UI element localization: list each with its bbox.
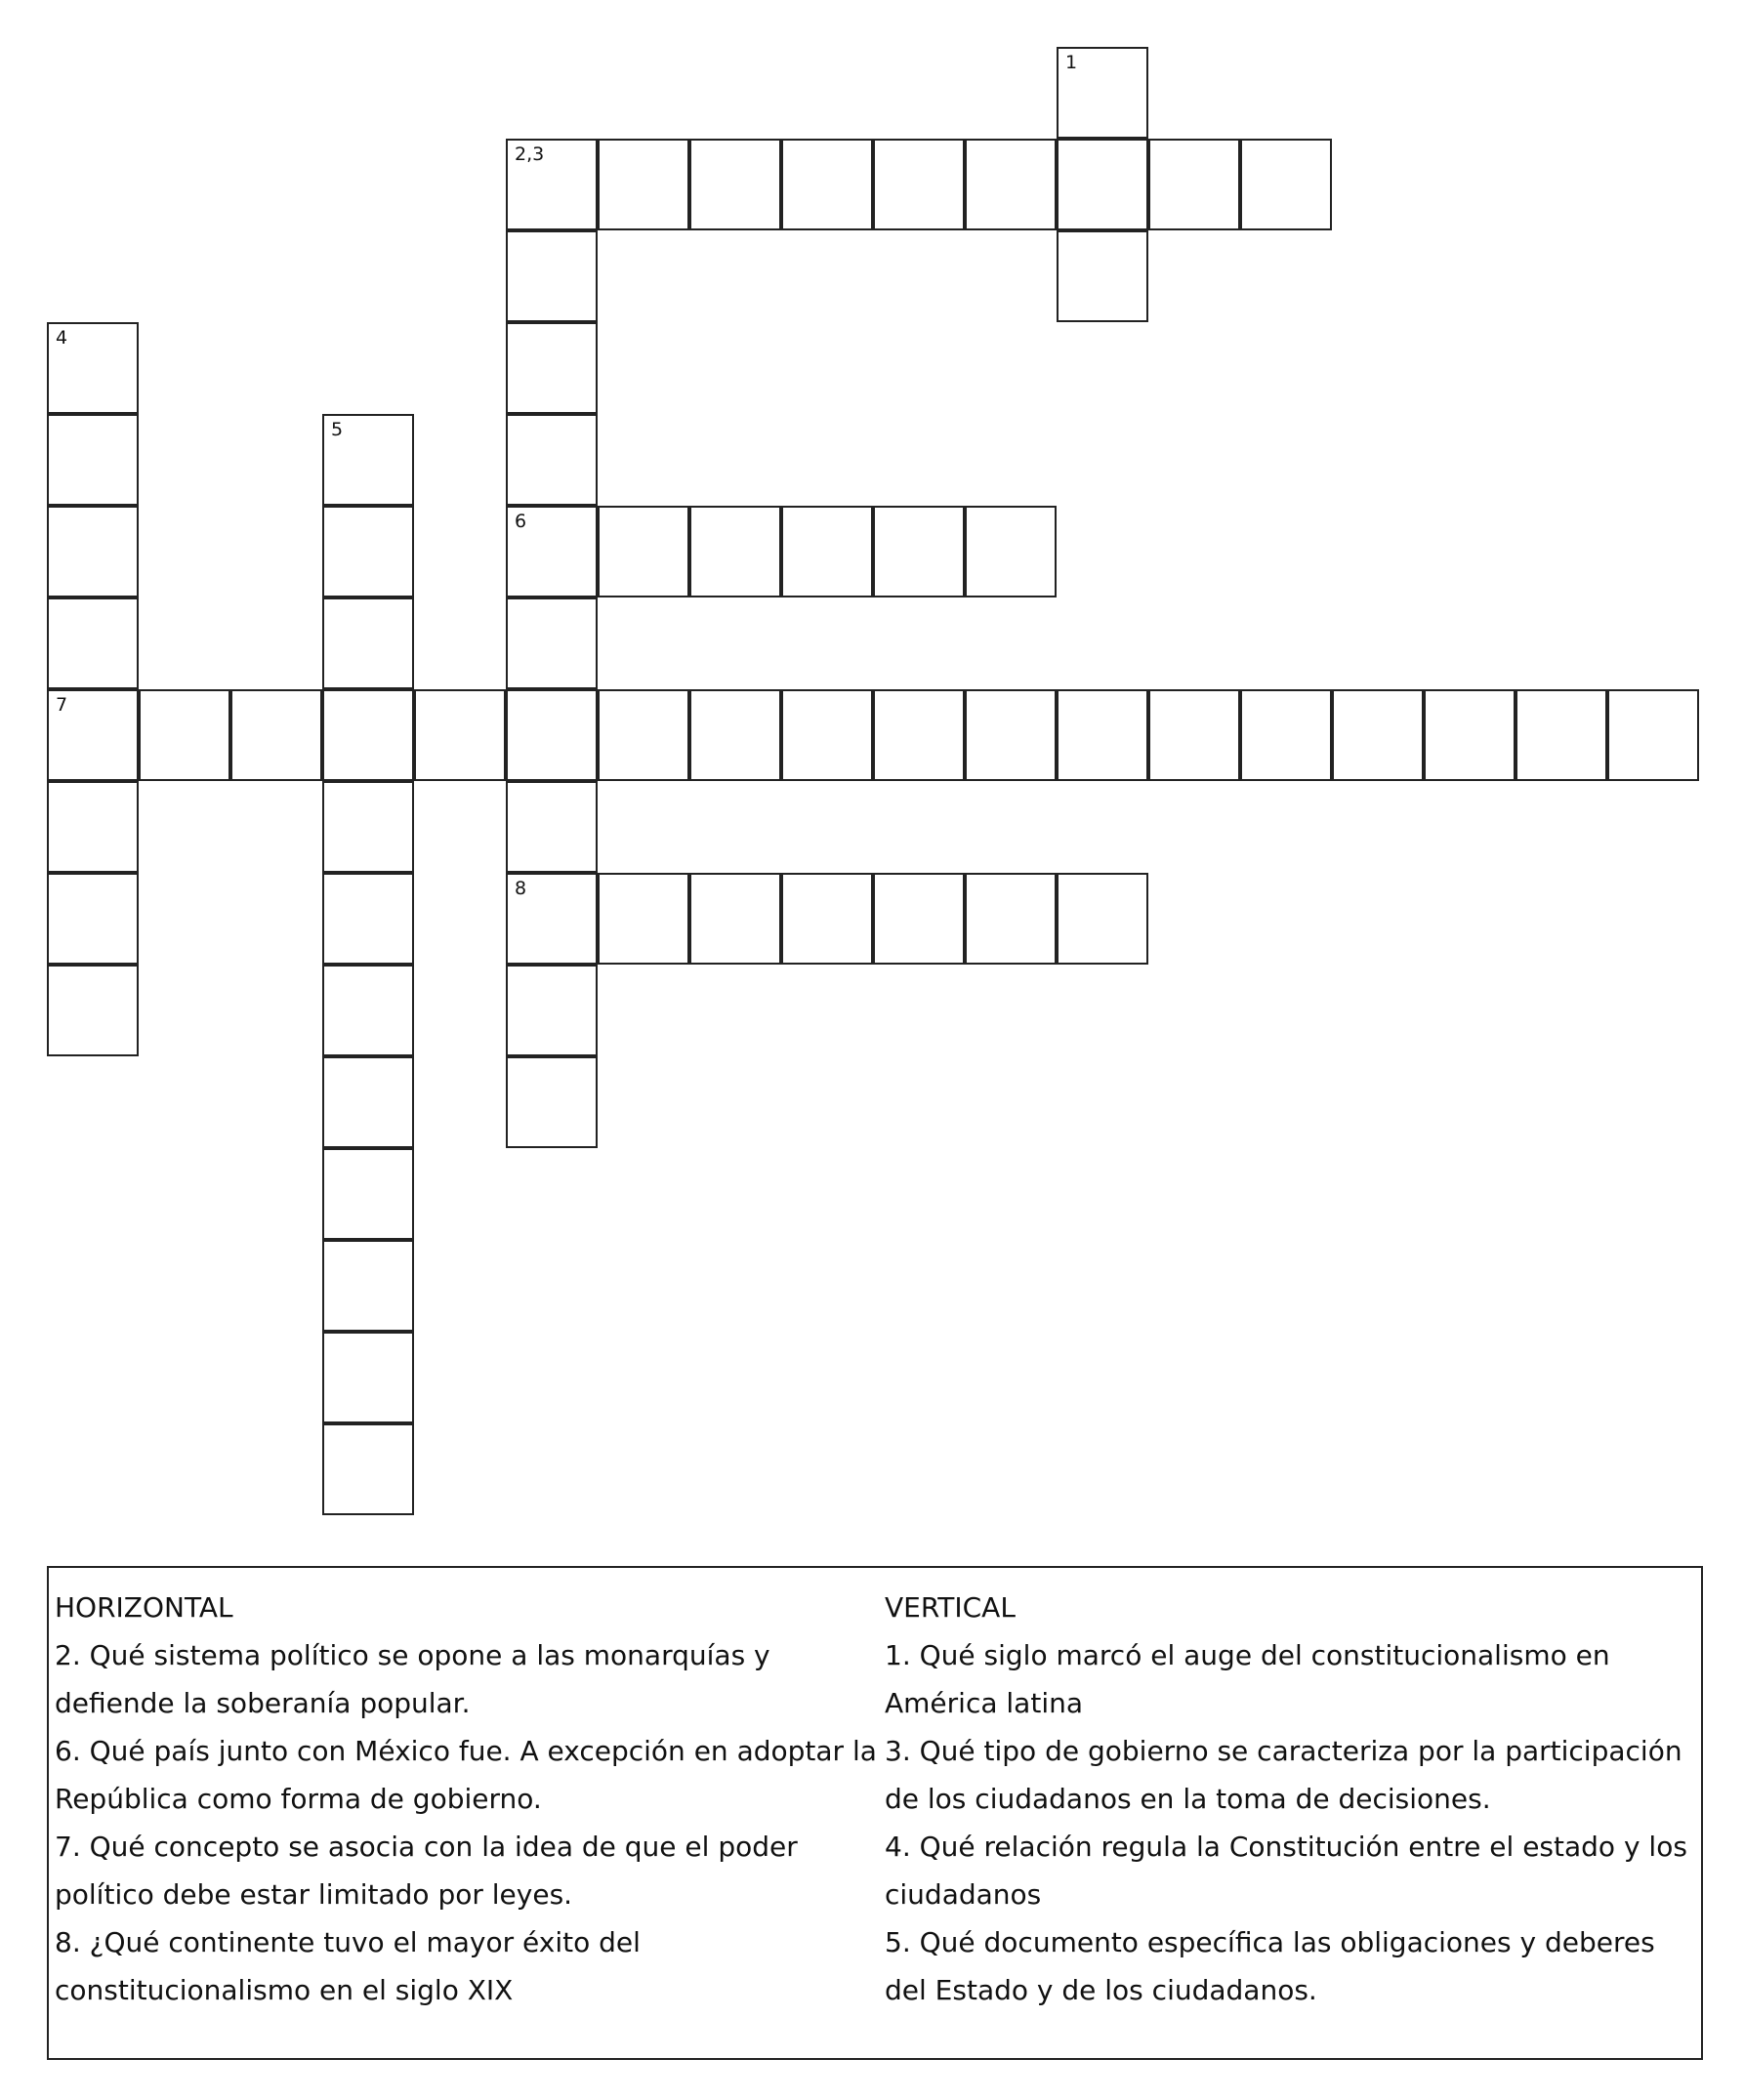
cell-number: 5 bbox=[331, 419, 344, 440]
cell-letter-input[interactable] bbox=[324, 416, 412, 504]
crossword-cell[interactable] bbox=[598, 873, 689, 965]
crossword-cell[interactable] bbox=[873, 506, 965, 597]
crossword-cell[interactable] bbox=[506, 965, 598, 1056]
cell-letter-input[interactable] bbox=[324, 691, 412, 779]
crossword-cell[interactable] bbox=[322, 1148, 414, 1240]
crossword-cell[interactable] bbox=[506, 506, 598, 597]
crossword-cell[interactable] bbox=[322, 1056, 414, 1148]
cell-letter-input[interactable] bbox=[508, 324, 596, 412]
crossword-cell[interactable] bbox=[781, 139, 873, 230]
vertical-clues bbox=[885, 1584, 1697, 2014]
cell-letter-input[interactable] bbox=[691, 875, 779, 963]
crossword-cell[interactable] bbox=[506, 689, 598, 781]
cell-letter-input[interactable] bbox=[1059, 232, 1146, 320]
cell-letter-input[interactable] bbox=[1609, 691, 1697, 779]
crossword-cell[interactable] bbox=[1057, 47, 1148, 139]
cell-letter-input[interactable] bbox=[49, 416, 137, 504]
cell-letter-input[interactable] bbox=[508, 232, 596, 320]
cell-letter-input[interactable] bbox=[967, 141, 1055, 228]
cell-letter-input[interactable] bbox=[967, 875, 1055, 963]
crossword-cell[interactable] bbox=[1424, 689, 1516, 781]
crossword-cell[interactable] bbox=[873, 689, 965, 781]
cell-number: 7 bbox=[56, 694, 68, 716]
cell-letter-input[interactable] bbox=[600, 691, 687, 779]
cell-letter-input[interactable] bbox=[508, 691, 596, 779]
crossword-cell[interactable] bbox=[781, 873, 873, 965]
cell-letter-input[interactable] bbox=[324, 967, 412, 1054]
cell-letter-input[interactable] bbox=[967, 508, 1055, 596]
crossword-cell[interactable] bbox=[506, 597, 598, 689]
crossword-cell[interactable] bbox=[965, 506, 1057, 597]
cell-letter-input[interactable] bbox=[691, 508, 779, 596]
crossword-cell[interactable] bbox=[322, 414, 414, 506]
crossword-cell[interactable] bbox=[1057, 230, 1148, 322]
crossword-cell[interactable] bbox=[1332, 689, 1424, 781]
cell-letter-input[interactable] bbox=[508, 599, 596, 687]
crossword-cell[interactable] bbox=[506, 230, 598, 322]
crossword-cell[interactable] bbox=[1607, 689, 1699, 781]
cell-letter-input[interactable] bbox=[783, 691, 871, 779]
cell-number: 6 bbox=[515, 511, 527, 532]
cell-letter-input[interactable] bbox=[49, 324, 137, 412]
cell-letter-input[interactable] bbox=[600, 508, 687, 596]
cell-letter-input[interactable] bbox=[1517, 691, 1605, 779]
cell-letter-input[interactable] bbox=[875, 141, 963, 228]
cell-letter-input[interactable] bbox=[324, 875, 412, 963]
crossword-cell[interactable] bbox=[781, 506, 873, 597]
vertical-heading: VERTICAL bbox=[885, 1591, 1016, 1624]
cell-letter-input[interactable] bbox=[875, 875, 963, 963]
cell-number: 8 bbox=[515, 878, 527, 899]
cell-letter-input[interactable] bbox=[49, 508, 137, 596]
cell-letter-input[interactable] bbox=[508, 967, 596, 1054]
clues-box bbox=[47, 1566, 1703, 2060]
horizontal-clue-6: 6. Qué país junto con México fue. A excepción en adoptar la República como forma de gobierno. bbox=[55, 1735, 877, 1815]
crossword-cell[interactable] bbox=[1057, 139, 1148, 230]
crossword-cell[interactable] bbox=[965, 873, 1057, 965]
crossword-cell[interactable] bbox=[322, 1240, 414, 1332]
cell-letter-input[interactable] bbox=[1334, 691, 1422, 779]
cell-letter-input[interactable] bbox=[1059, 875, 1146, 963]
crossword-cell[interactable] bbox=[414, 689, 506, 781]
cell-letter-input[interactable] bbox=[324, 783, 412, 871]
crossword-cell[interactable] bbox=[1148, 139, 1240, 230]
cell-letter-input[interactable] bbox=[508, 141, 596, 228]
crossword-cell[interactable] bbox=[506, 1056, 598, 1148]
crossword-cell[interactable] bbox=[506, 873, 598, 965]
cell-letter-input[interactable] bbox=[967, 691, 1055, 779]
crossword-cell[interactable] bbox=[322, 1332, 414, 1423]
crossword-cell[interactable] bbox=[322, 506, 414, 597]
horizontal-clue-8: 8. ¿Qué continente tuvo el mayor éxito del constitucionalismo en el siglo XIX bbox=[55, 1926, 641, 2006]
cell-letter-input[interactable] bbox=[875, 691, 963, 779]
cell-letter-input[interactable] bbox=[324, 1150, 412, 1238]
crossword-cell[interactable] bbox=[689, 506, 781, 597]
crossword-cell[interactable] bbox=[322, 597, 414, 689]
cell-letter-input[interactable] bbox=[232, 691, 320, 779]
horizontal-heading: HORIZONTAL bbox=[55, 1591, 233, 1624]
crossword-cell[interactable] bbox=[322, 689, 414, 781]
crossword-cell[interactable] bbox=[506, 139, 598, 230]
cell-letter-input[interactable] bbox=[141, 691, 228, 779]
horizontal-clue-7: 7. Qué concepto se asocia con la idea de que el poder político debe estar limitado por leyes. bbox=[55, 1831, 798, 1911]
crossword-cell[interactable] bbox=[47, 414, 139, 506]
crossword-cell[interactable] bbox=[965, 689, 1057, 781]
crossword-cell[interactable] bbox=[322, 1423, 414, 1515]
cell-letter-input[interactable] bbox=[600, 875, 687, 963]
cell-letter-input[interactable] bbox=[49, 599, 137, 687]
cell-letter-input[interactable] bbox=[1150, 141, 1238, 228]
crossword-cell[interactable] bbox=[47, 781, 139, 873]
cell-letter-input[interactable] bbox=[49, 967, 137, 1054]
cell-letter-input[interactable] bbox=[1426, 691, 1514, 779]
crossword-cell[interactable] bbox=[1148, 689, 1240, 781]
cell-letter-input[interactable] bbox=[1059, 141, 1146, 228]
crossword-cell[interactable] bbox=[965, 139, 1057, 230]
cell-letter-input[interactable] bbox=[1059, 49, 1146, 137]
cell-letter-input[interactable] bbox=[508, 1058, 596, 1146]
horizontal-clue-2: 2. Qué sistema político se opone a las monarquías y defiende la soberanía popular. bbox=[55, 1639, 770, 1719]
crossword-cell[interactable] bbox=[689, 689, 781, 781]
crossword-cell[interactable] bbox=[598, 506, 689, 597]
crossword-cell[interactable] bbox=[47, 965, 139, 1056]
cell-letter-input[interactable] bbox=[1242, 691, 1330, 779]
cell-letter-input[interactable] bbox=[1242, 141, 1330, 228]
crossword-cell[interactable] bbox=[139, 689, 230, 781]
crossword-cell[interactable] bbox=[47, 506, 139, 597]
cell-letter-input[interactable] bbox=[508, 783, 596, 871]
crossword-cell[interactable] bbox=[506, 322, 598, 414]
crossword-cell[interactable] bbox=[1240, 139, 1332, 230]
crossword-cell[interactable] bbox=[598, 139, 689, 230]
vertical-clue-4: 4. Qué relación regula la Constitución entre el estado y los ciudadanos bbox=[885, 1831, 1687, 1911]
crossword-cell[interactable] bbox=[230, 689, 322, 781]
cell-letter-input[interactable] bbox=[1150, 691, 1238, 779]
cell-letter-input[interactable] bbox=[416, 691, 504, 779]
cell-letter-input[interactable] bbox=[783, 508, 871, 596]
crossword-cell[interactable] bbox=[47, 873, 139, 965]
cell-letter-input[interactable] bbox=[875, 508, 963, 596]
crossword-cell[interactable] bbox=[506, 414, 598, 506]
vertical-clue-3: 3. Qué tipo de gobierno se caracteriza por la participación de los ciudadanos en la toma de decisiones. bbox=[885, 1735, 1682, 1815]
cell-letter-input[interactable] bbox=[783, 875, 871, 963]
cell-letter-input[interactable] bbox=[783, 141, 871, 228]
crossword-cell[interactable] bbox=[781, 689, 873, 781]
cell-letter-input[interactable] bbox=[324, 1334, 412, 1421]
cell-letter-input[interactable] bbox=[324, 1058, 412, 1146]
cell-letter-input[interactable] bbox=[508, 508, 596, 596]
cell-letter-input[interactable] bbox=[49, 875, 137, 963]
crossword-cell[interactable] bbox=[1240, 689, 1332, 781]
cell-number: 1 bbox=[1065, 52, 1078, 73]
crossword-cell[interactable] bbox=[1516, 689, 1607, 781]
crossword-cell[interactable] bbox=[47, 322, 139, 414]
crossword-cell[interactable] bbox=[689, 139, 781, 230]
cell-letter-input[interactable] bbox=[600, 141, 687, 228]
vertical-clue-5: 5. Qué documento específica las obligaciones y deberes del Estado y de los ciudadanos. bbox=[885, 1926, 1655, 2006]
cell-letter-input[interactable] bbox=[508, 416, 596, 504]
cell-letter-input[interactable] bbox=[691, 141, 779, 228]
cell-letter-input[interactable] bbox=[324, 599, 412, 687]
crossword-cell[interactable] bbox=[1057, 873, 1148, 965]
crossword-cell[interactable] bbox=[322, 873, 414, 965]
vertical-clue-1: 1. Qué siglo marcó el auge del constitucionalismo en América latina bbox=[885, 1639, 1610, 1719]
cell-letter-input[interactable] bbox=[508, 875, 596, 963]
crossword-cell[interactable] bbox=[598, 689, 689, 781]
cell-letter-input[interactable] bbox=[1059, 691, 1146, 779]
crossword-cell[interactable] bbox=[873, 139, 965, 230]
cell-letter-input[interactable] bbox=[49, 783, 137, 871]
cell-letter-input[interactable] bbox=[324, 508, 412, 596]
crossword-cell[interactable] bbox=[47, 689, 139, 781]
crossword-cell[interactable] bbox=[873, 873, 965, 965]
crossword-cell[interactable] bbox=[322, 781, 414, 873]
cell-letter-input[interactable] bbox=[49, 691, 137, 779]
cell-letter-input[interactable] bbox=[324, 1242, 412, 1330]
crossword-cell[interactable] bbox=[322, 965, 414, 1056]
cell-number: 4 bbox=[56, 327, 68, 349]
cell-number: 2,3 bbox=[515, 144, 545, 165]
crossword-cell[interactable] bbox=[47, 597, 139, 689]
crossword-cell[interactable] bbox=[506, 781, 598, 873]
crossword-cell[interactable] bbox=[1057, 689, 1148, 781]
cell-letter-input[interactable] bbox=[691, 691, 779, 779]
horizontal-clues bbox=[55, 1584, 885, 2014]
crossword-cell[interactable] bbox=[689, 873, 781, 965]
cell-letter-input[interactable] bbox=[324, 1425, 412, 1513]
